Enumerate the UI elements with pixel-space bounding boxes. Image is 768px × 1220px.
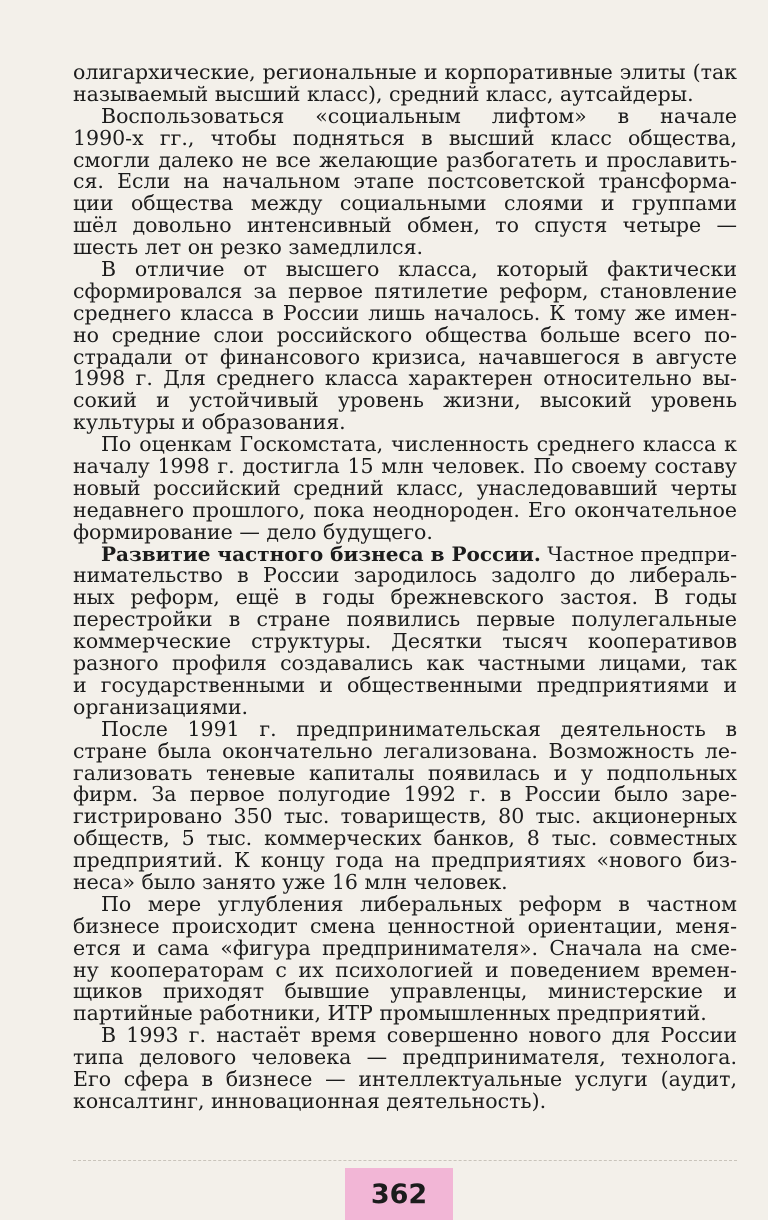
- paragraph: [73, 103, 737, 260]
- text-line: обществ, 5 тыс. коммерческих банков, 8 тыс. совместных: [73, 826, 737, 851]
- paragraph: [73, 891, 737, 1026]
- text-line: культуры и образования.: [73, 410, 346, 435]
- text-line: ных реформ, ещё в годы брежневского застоя. В годы: [73, 585, 737, 610]
- paragraph: [73, 434, 737, 543]
- paragraph: [73, 259, 737, 434]
- text-line: коммерческие структуры. Десятки тысяч кооперативов: [73, 629, 737, 654]
- text-line: Воспользоваться «социальным лифтом» в начале: [101, 103, 737, 128]
- text-line: партийные работники, ИТР промышленных предприятий.: [73, 1001, 707, 1026]
- text-line: формирование — дело будущего.: [73, 519, 433, 544]
- text-line: щиков приходят бывшие управленцы, министерские и: [73, 979, 737, 1004]
- text-line: но средние слои российского общества больше всего по-: [73, 322, 737, 347]
- text-line: В отличие от высшего класса, который фактически: [101, 257, 737, 282]
- text-line: началу 1998 г. достигла 15 млн человек. По своему составу: [73, 454, 737, 479]
- text-line: и государственными и общественными предприятиями и: [73, 672, 737, 697]
- text-line: ется и сама «фигура предпринимателя». Сначала на сме-: [73, 935, 737, 960]
- text-line: новый российский средний класс, унаследовавший черты: [73, 475, 737, 500]
- text-line: сокий и устойчивый уровень жизни, высокий уровень: [73, 388, 737, 413]
- text-line: гистрировано 350 тыс. товариществ, 80 тыс. акционерных: [73, 804, 737, 829]
- text-line: предприятий. К концу года на предприятиях «нового биз-: [73, 848, 737, 873]
- text-line: Его сфера в бизнесе — интеллектуальные услуги (аудит,: [73, 1066, 737, 1091]
- text-line: разного профиля создавались как частными лицами, так: [73, 651, 737, 676]
- page-text: [73, 62, 737, 1113]
- text-line: ции общества между социальными слоями и группами: [73, 191, 737, 216]
- text-line: шесть лет он резко замедлился.: [73, 235, 424, 260]
- text-line: сформировался за первое пятилетие реформ, становление: [73, 278, 737, 303]
- paragraph: [73, 716, 737, 894]
- text-line: ну кооператорам с их психологией и поведением времен-: [73, 957, 737, 982]
- paragraph: [73, 62, 737, 106]
- text-line: неса» было занято уже 16 млн человек.: [73, 869, 508, 894]
- text-fragment: Частное предпри-: [540, 541, 737, 566]
- text-line: 1990-х гг., чтобы подняться в высший класс общества,: [73, 125, 737, 150]
- text-line: олигархические, региональные и корпоративные элиты (так: [73, 60, 737, 84]
- text-line: По оценкам Госкомстата, численность среднего класса к: [101, 432, 737, 457]
- text-line: перестройки в стране появились первые полулегальные: [73, 607, 737, 632]
- text-line: организациями.: [73, 694, 249, 719]
- text-line: шёл довольно интенсивный обмен, то спустя четыре —: [73, 213, 737, 238]
- text-line: смогли далеко не все желающие разбогатеть и прославить-: [73, 147, 737, 172]
- section-heading: Развитие частного бизнеса в России.: [101, 541, 541, 566]
- text-line: гализовать теневые капиталы появилась и у подпольных: [73, 760, 737, 785]
- text-line: нимательство в России зародилось задолго до либераль-: [73, 563, 737, 588]
- footer-divider: [73, 1160, 737, 1161]
- text-line: типа делового человека — предпринимателя, технолога.: [73, 1045, 737, 1070]
- text-line: бизнесе происходит смена ценностной ориентации, меня-: [73, 913, 737, 938]
- text-line: В 1993 г. настаёт время совершенно нового для России: [101, 1023, 737, 1048]
- text-line: консалтинг, инновационная деятельность).: [73, 1088, 547, 1113]
- text-line: фирм. За первое полугодие 1992 г. в России было заре-: [73, 782, 737, 807]
- text-line: стране была окончательно легализована. Возможность ле-: [73, 738, 737, 763]
- text-line: называемый высший класс), средний класс, аутсайдеры.: [73, 81, 694, 106]
- text-line: страдали от финансового кризиса, начавшегося в августе: [73, 344, 737, 369]
- text-line: среднего класса в России лишь началось. К тому же имен-: [73, 300, 737, 325]
- text-line: После 1991 г. предпринимательская деятельность в: [101, 716, 737, 741]
- page-number: 362: [345, 1168, 453, 1220]
- text-line: ся. Если на начальном этапе постсоветской трансформа-: [73, 169, 737, 194]
- paragraph: [73, 1025, 737, 1113]
- text-line: 1998 г. Для среднего класса характерен относительно вы-: [73, 366, 737, 391]
- text-line: недавнего прошлого, пока неоднороден. Его окончательное: [73, 497, 737, 522]
- paragraph: [73, 541, 737, 719]
- text-line: По мере углубления либеральных реформ в частном: [101, 891, 737, 916]
- text-line: [73, 541, 737, 566]
